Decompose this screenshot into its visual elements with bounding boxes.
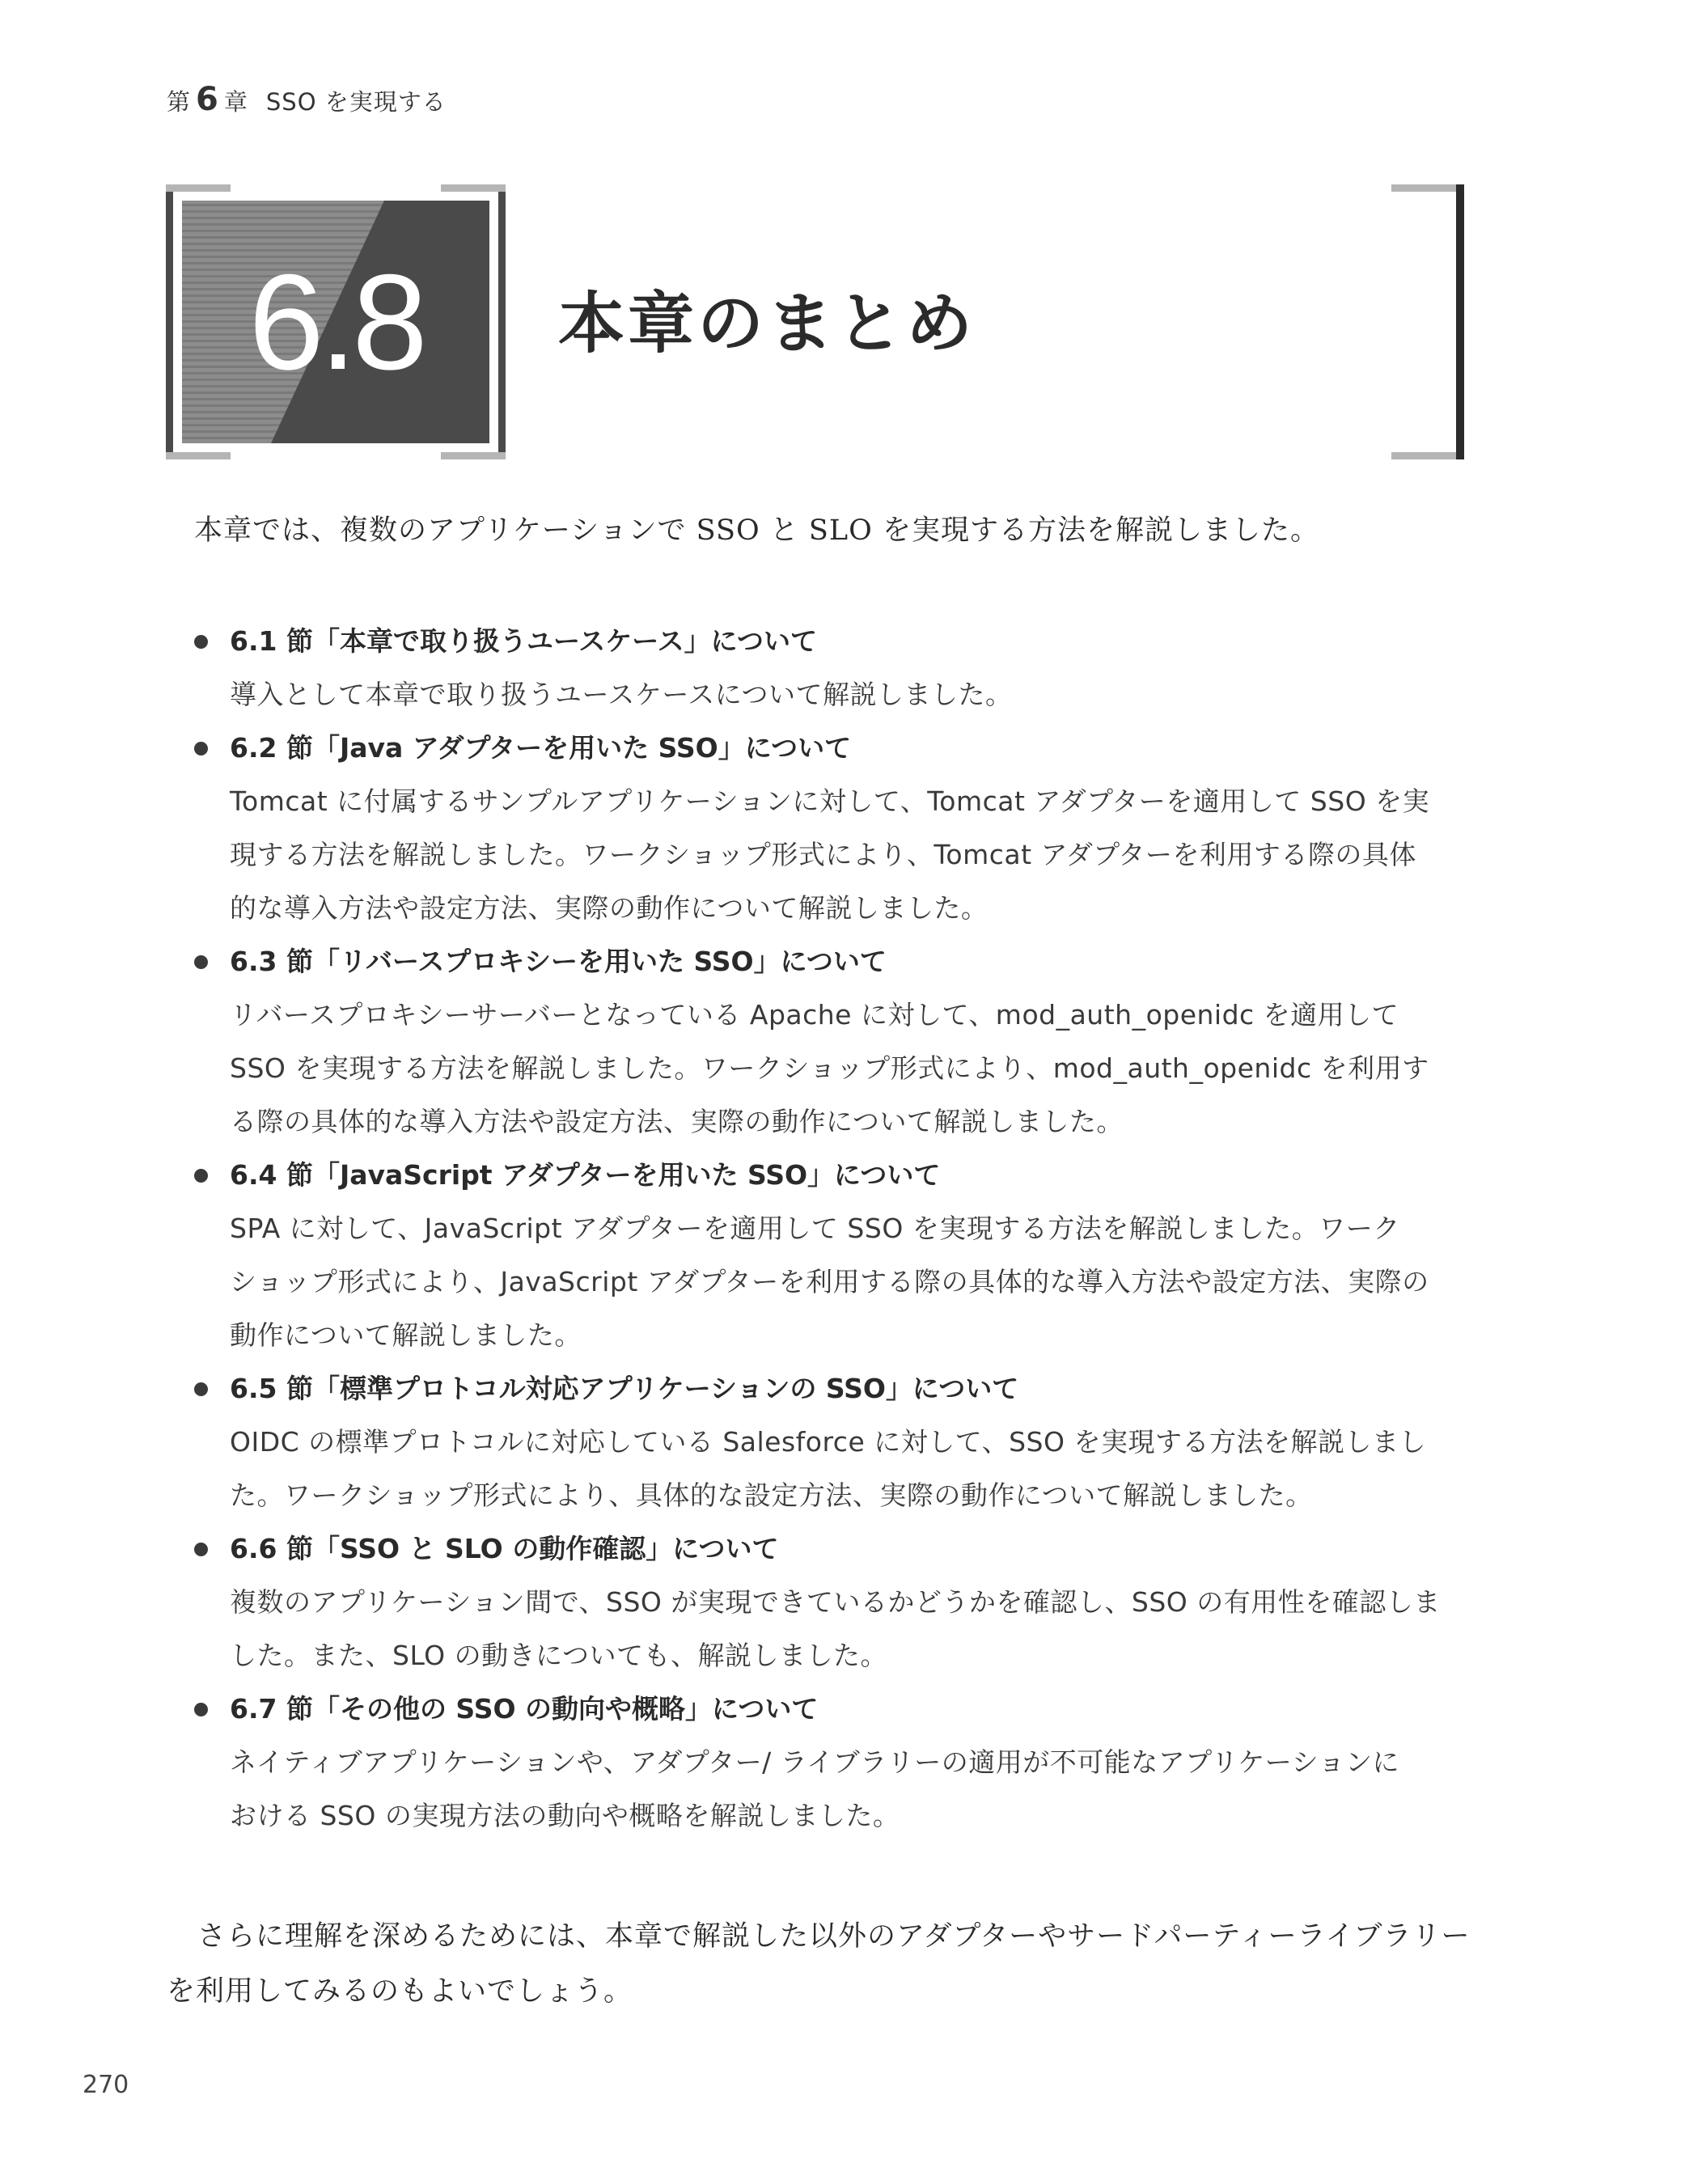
item-heading: 6.1 節「本章で取り扱うユースケース」について xyxy=(194,615,1472,668)
bullet-icon xyxy=(194,635,208,649)
list-item xyxy=(194,1362,1472,1522)
item-heading: 6.5 節「標準プロトコル対応アプリケーションの SSO」について xyxy=(194,1362,1472,1416)
bullet-icon xyxy=(194,1703,208,1716)
list-item xyxy=(194,1149,1472,1362)
list-item xyxy=(194,615,1472,722)
bullet-icon xyxy=(194,1543,208,1556)
list-item xyxy=(194,1682,1472,1843)
list-item xyxy=(194,1522,1472,1682)
intro-paragraph: 本章では、複数のアプリケーションで SSO と SLO を実現する方法を解説しました。 xyxy=(194,514,1319,547)
item-description: Tomcat に付属するサンプルアプリケーションに対して、Tomcat アダプターを適用して SSO を実 現する方法を解説しました。ワークショップ形式により、Tomcat アダプターを利用する際の具体 的な導入方法や設定方法、実際の動作について解説しました。 xyxy=(230,785,1430,924)
list-item xyxy=(194,722,1472,935)
item-heading: 6.2 節「Java アダプターを用いた SSO」について xyxy=(194,722,1472,775)
list-item xyxy=(194,935,1472,1149)
item-heading: 6.7 節「その他の SSO の動向や概略」について xyxy=(194,1682,1472,1736)
chapter-number: 6 xyxy=(196,81,219,118)
chapter-prefix: 第 xyxy=(167,88,192,116)
section-number-box xyxy=(166,184,506,459)
section-title: 本章のまとめ xyxy=(558,286,976,362)
item-heading: 6.6 節「SSO と SLO の動作確認」について xyxy=(194,1522,1472,1576)
item-description: リバースプロキシーサーバーとなっている Apache に対して、mod_auth_openidc を適用して SSO を実現する方法を解説しました。ワークショップ形式により、mod_auth_openidc を利用す る際の具体的な導入方法や設定方法、実際の動作について解説しました。 xyxy=(230,999,1429,1137)
item-heading: 6.3 節「リバースプロキシーを用いた SSO」について xyxy=(194,935,1472,988)
bullet-icon xyxy=(194,955,208,969)
bullet-icon xyxy=(194,1382,208,1396)
item-description: 導入として本章で取り扱うユースケースについて解説しました。 xyxy=(230,679,1013,710)
running-head xyxy=(167,81,447,118)
right-bracket xyxy=(1391,184,1472,459)
summary-list xyxy=(194,615,1472,1843)
item-description: 複数のアプリケーション間で、SSO が実現できているかどうかを確認し、SSO の有用性を確認しま した。また、SLO の動きについても、解説しました。 xyxy=(230,1586,1441,1671)
bullet-icon xyxy=(194,1169,208,1183)
bullet-icon xyxy=(194,742,208,756)
page-number: 270 xyxy=(83,2071,129,2099)
item-description: OIDC の標準プロトコルに対応している Salesforce に対して、SSO を実現する方法を解説しまし た。ワークショップ形式により、具体的な設定方法、実際の動作について解説しました。 xyxy=(230,1426,1426,1511)
chapter-suffix: 章 xyxy=(223,88,248,116)
item-heading: 6.4 節「JavaScript アダプターを用いた SSO」について xyxy=(194,1149,1472,1202)
item-description: ネイティブアプリケーションや、アダプター/ ライブラリーの適用が不可能なアプリケーションに おける SSO の実現方法の動向や概略を解説しました。 xyxy=(230,1746,1399,1831)
section-number: 6.8 xyxy=(248,245,423,398)
item-description: SPA に対して、JavaScript アダプターを適用して SSO を実現する方法を解説しました。ワーク ショップ形式により、JavaScript アダプターを利用する際の具体的な導入方法や設定方法、実際の 動作について解説しました。 xyxy=(230,1213,1429,1351)
closing-paragraph: さらに理解を深めるためには、本章で解説した以外のアダプターやサードパーティーライブラリーを利用してみるのもよいでしょう。 xyxy=(167,1920,1471,2008)
chapter-title: SSO を実現する xyxy=(265,88,447,116)
